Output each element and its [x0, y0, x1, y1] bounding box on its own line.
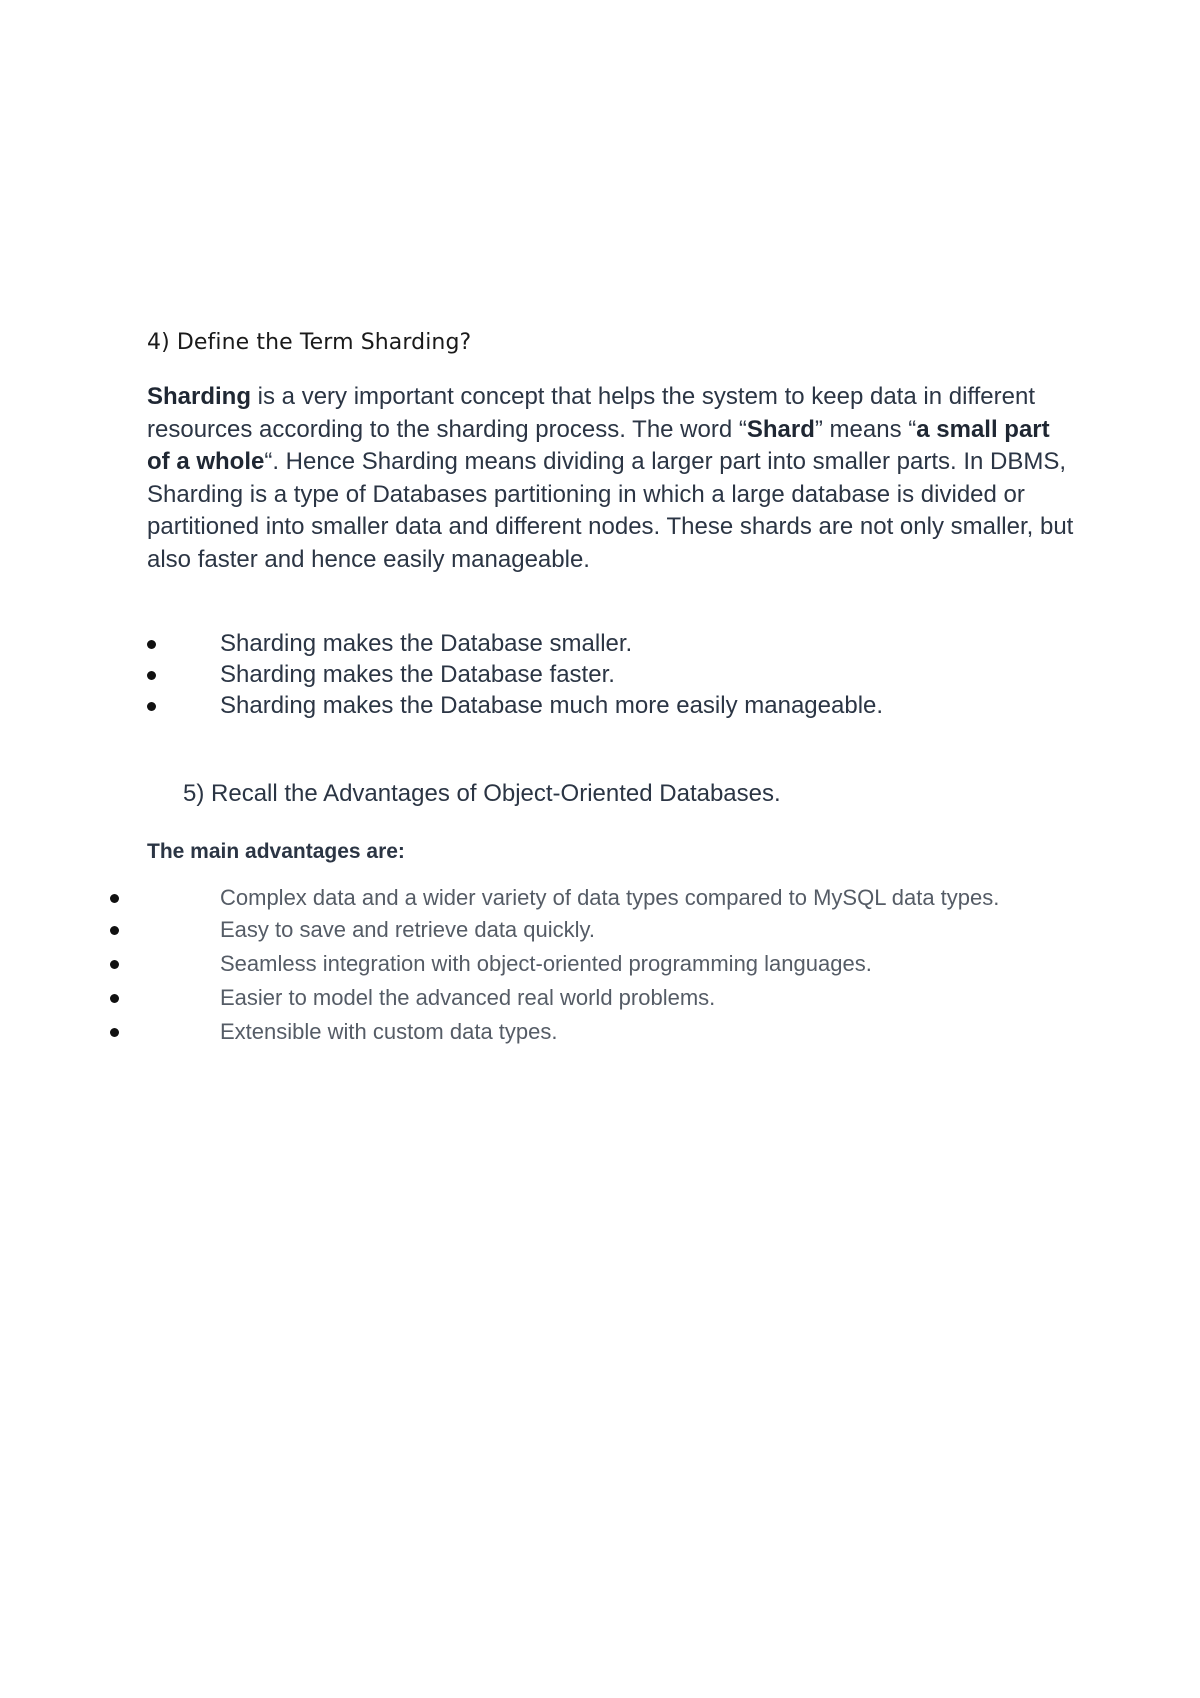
advantages-subheading: The main advantages are:	[147, 840, 405, 863]
section-5-heading: 5) Recall the Advantages of Object-Oriented Databases.	[183, 780, 781, 807]
section-4-heading: 4) Define the Term Sharding?	[147, 330, 472, 355]
sharding-benefits-list	[147, 628, 883, 721]
term-shard: Shard	[746, 415, 815, 443]
list-item-text: Easy to save and retrieve data quickly.	[220, 917, 596, 942]
bullet-icon	[147, 640, 156, 649]
paragraph-text-1: is a very important concept that helps the system to keep data in different resources according to the sharding process. The word “	[147, 383, 1035, 443]
bullet-icon	[110, 960, 119, 969]
list-item	[147, 659, 883, 690]
list-item-text: Sharding makes the Database much more easily manageable.	[220, 692, 884, 719]
list-item-text: Extensible with custom data types.	[220, 1019, 558, 1044]
sharding-definition-paragraph	[147, 381, 1077, 577]
list-item-text: Sharding makes the Database faster.	[220, 661, 615, 688]
advantages-list	[110, 884, 1070, 1052]
list-item	[147, 690, 883, 721]
bullet-icon	[147, 702, 156, 711]
list-item	[110, 916, 1070, 944]
bullet-icon	[110, 926, 119, 935]
paragraph-text-3: “. Hence Sharding means dividing a larger part into smaller parts. In DBMS, Sharding is a type of Databases partitioning in which a large database is divided or partitioned into smaller data and different nodes. These shards are not only smaller, but also faster and hence easily manageable.	[147, 448, 1074, 573]
bullet-icon	[147, 671, 156, 680]
list-item-text: Easier to model the advanced real world problems.	[220, 985, 716, 1010]
bullet-icon	[110, 1028, 119, 1037]
list-item-text: Seamless integration with object-oriented programming languages.	[220, 951, 872, 976]
list-item	[110, 884, 1070, 912]
term-sharding: Sharding	[147, 383, 252, 410]
bullet-icon	[110, 894, 119, 903]
list-item	[110, 1018, 1070, 1046]
paragraph-text-2: ” means “	[814, 415, 917, 443]
bullet-icon	[110, 994, 119, 1003]
list-item	[110, 984, 1070, 1012]
list-item-text: Complex data and a wider variety of data types compared to MySQL data types.	[220, 885, 1000, 910]
term-small-part: a small part of a whole	[147, 415, 1050, 476]
list-item	[110, 950, 1070, 978]
list-item-text: Sharding makes the Database smaller.	[220, 630, 633, 657]
list-item	[147, 628, 883, 659]
